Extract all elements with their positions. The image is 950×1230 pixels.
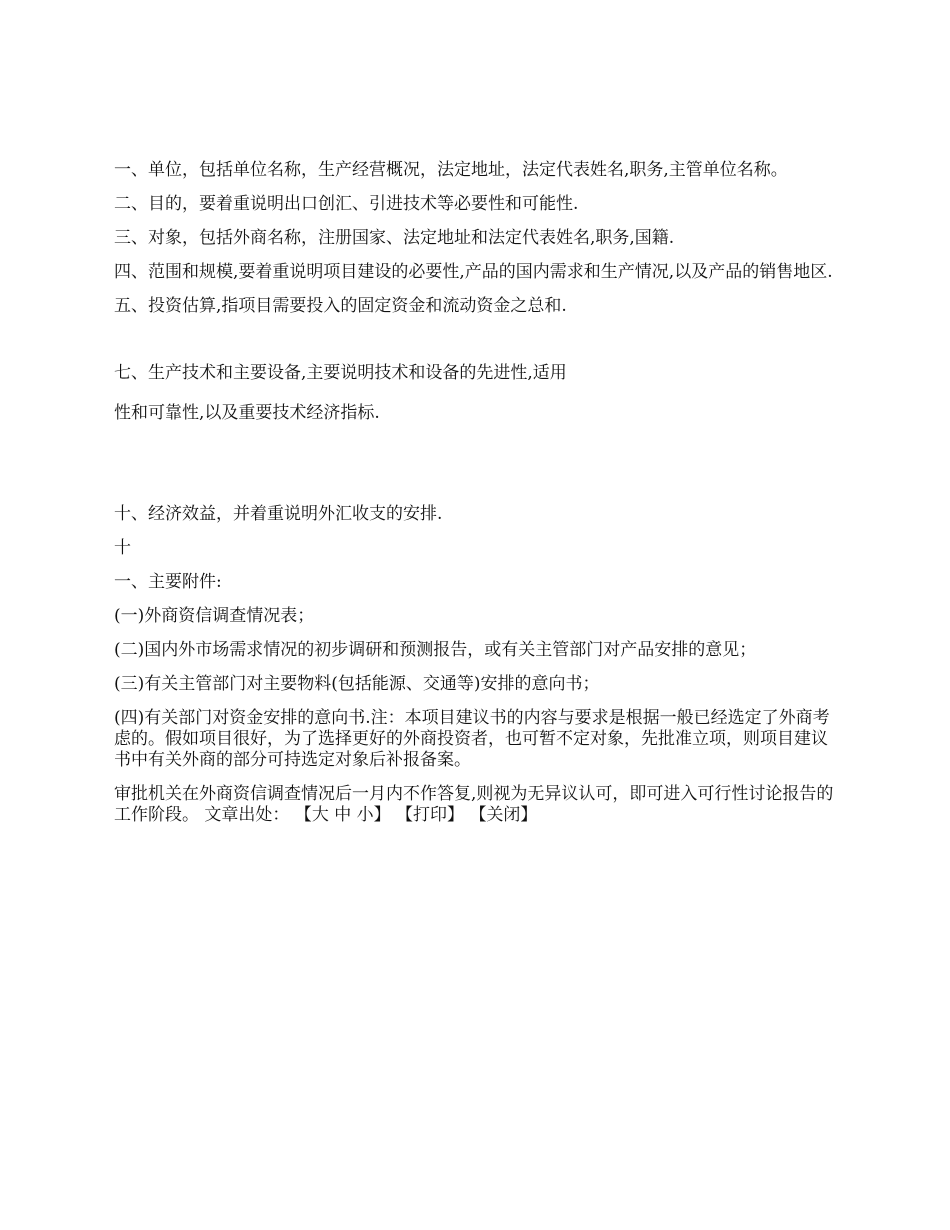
paragraph-eleven-number: 十: [114, 538, 131, 558]
paragraph-economic-benefit: 十、经济效益，并着重说明外汇收支的安排.: [114, 504, 443, 524]
attachment-item-2: (二)国内外市场需求情况的初步调研和预测报告，或有关主管部门对产品安排的意见；: [114, 640, 757, 660]
font-size-medium-link[interactable]: 中: [334, 805, 352, 825]
attachment-item-1: (一)外商资信调查情况表；: [114, 606, 315, 626]
paragraph-purpose: 二、目的，要着重说明出口创汇、引进技术等必要性和可能性.: [114, 194, 579, 214]
paragraph-investment: 五、投资估算,指项目需要投入的固定资金和流动资金之总和.: [114, 296, 567, 316]
paragraph-technology-line1: 七、生产技术和主要设备,主要说明技术和设备的先进性,适用: [114, 363, 567, 383]
document-body: [114, 160, 844, 839]
font-size-bracket-close: 】: [373, 805, 391, 825]
font-size-large-link[interactable]: 大: [311, 805, 329, 825]
close-link[interactable]: 【关闭】: [469, 805, 538, 825]
print-link[interactable]: 【打印】: [396, 805, 465, 825]
attachment-item-4: (四)有关部门对资金安排的意向书.注：本项目建议书的内容与要求是根据一般已经选定了外商考虑的。假如项目很好，为了选择更好的外商投资者，也可暂不定对象，先批准立项，则项目建议书中有关外商的部分可持选定对象后补报备案。: [114, 708, 830, 770]
font-size-small-link[interactable]: 小: [356, 805, 374, 825]
paragraph-unit: 一、单位，包括单位名称，生产经营概况，法定地址，法定代表姓名,职务,主管单位名称。: [114, 160, 788, 180]
font-size-bracket-open: 【: [289, 805, 312, 825]
paragraph-partner: 三、对象，包括外商名称，注册国家、法定地址和法定代表姓名,职务,国籍.: [114, 228, 675, 248]
paragraph-approval: [114, 784, 844, 826]
paragraph-attachments-heading: 一、主要附件:: [114, 572, 222, 592]
paragraph-scope: 四、范围和规模,要着重说明项目建设的必要性,产品的国内需求和生产情况,以及产品的销售地区.: [114, 262, 833, 282]
paragraph-technology-line2: 性和可靠性,以及重要技术经济指标.: [114, 403, 380, 423]
approval-text: 审批机关在外商资信调查情况后一月内不作答复,则视为无异议认可，即可进入可行性讨论报告的工作阶段。 文章出处：: [114, 784, 834, 825]
attachment-item-3: (三)有关主管部门对主要物料(包括能源、交通等)安排的意向书；: [114, 674, 600, 694]
